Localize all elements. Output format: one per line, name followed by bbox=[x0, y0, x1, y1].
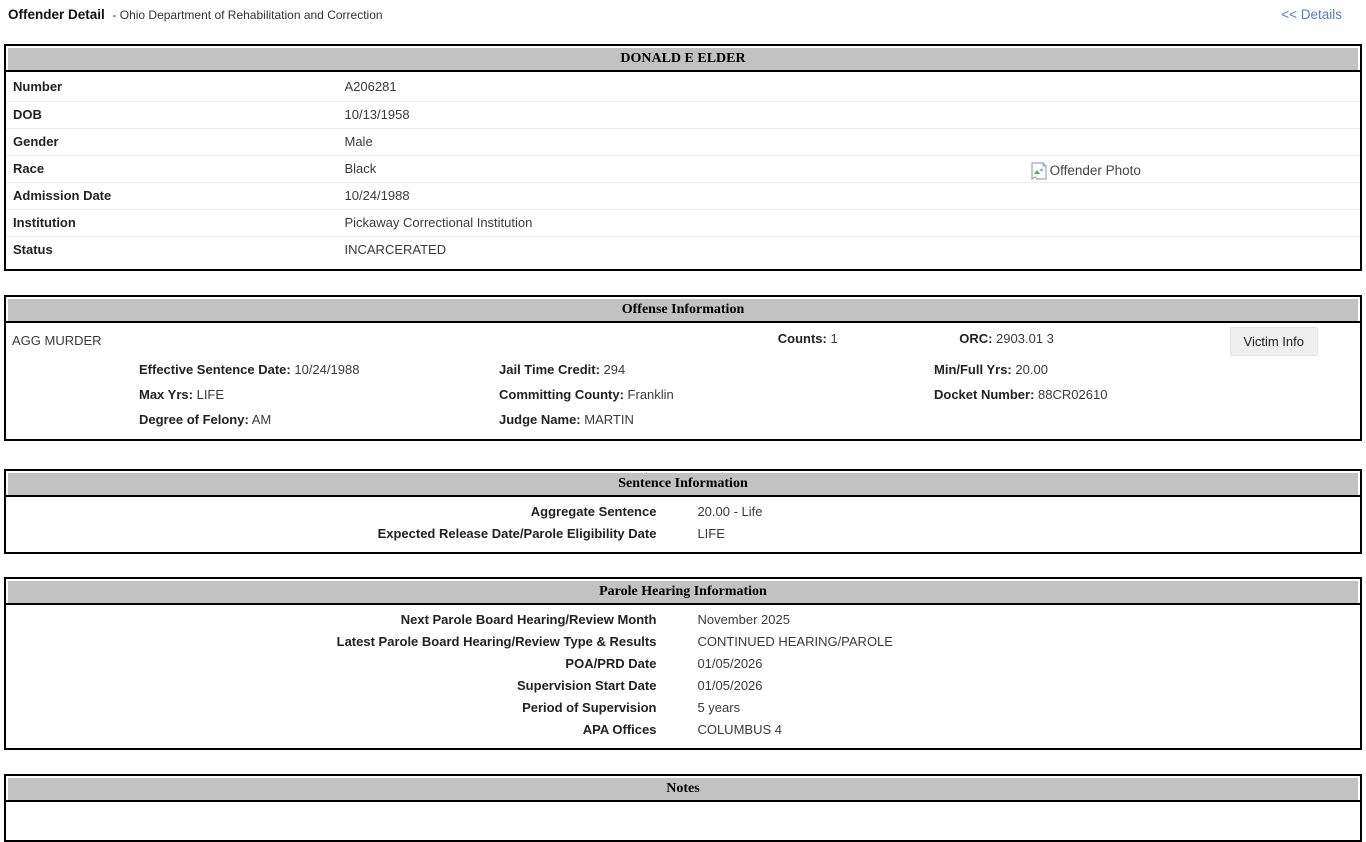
supervision-start-date-label: Supervision Start Date bbox=[517, 678, 657, 693]
sentence-information-section bbox=[4, 469, 1362, 554]
offense-information-body bbox=[6, 321, 1360, 427]
offender-photo-placeholder bbox=[1030, 162, 1141, 180]
field-label-gender: Gender bbox=[13, 134, 59, 149]
latest-hearing-results-label: Latest Parole Board Hearing/Review Type & Results bbox=[336, 634, 657, 649]
parole-hearing-section bbox=[4, 577, 1362, 750]
apa-offices-value: COLUMBUS 4 bbox=[697, 722, 782, 737]
offense-detail-cell: Committing County: Franklin bbox=[499, 387, 674, 402]
page-header bbox=[4, 5, 1362, 44]
poa-prd-date-label: POA/PRD Date bbox=[565, 656, 657, 671]
notes-section bbox=[4, 774, 1362, 842]
next-hearing-month-label: Next Parole Board Hearing/Review Month bbox=[400, 612, 657, 627]
offense-name: AGG MURDER bbox=[12, 333, 102, 348]
offender-photo-alt-text: Offender Photo bbox=[1049, 163, 1141, 178]
period-of-supervision-label: Period of Supervision bbox=[522, 700, 657, 715]
table-row bbox=[6, 653, 1360, 675]
page-title: Offender Detail bbox=[8, 7, 105, 22]
field-value-dob: 10/13/1958 bbox=[344, 107, 410, 122]
offender-summary-section bbox=[4, 44, 1362, 271]
latest-hearing-results-value: CONTINUED HEARING/PAROLE bbox=[697, 634, 893, 649]
field-label-admission-date: Admission Date bbox=[13, 188, 112, 203]
next-hearing-month-value: November 2025 bbox=[697, 612, 790, 627]
table-row bbox=[6, 74, 1360, 101]
offense-detail-cell: Docket Number: 88CR02610 bbox=[934, 387, 1108, 402]
table-row bbox=[6, 101, 1360, 128]
field-value-institution: Pickaway Correctional Institution bbox=[344, 215, 533, 230]
offender-summary-body bbox=[6, 70, 1360, 269]
table-row bbox=[6, 523, 1360, 545]
table-row bbox=[6, 128, 1360, 155]
notes-header: Notes bbox=[8, 778, 1358, 800]
field-label-institution: Institution bbox=[13, 215, 76, 230]
offender-name-header: DONALD E ELDER bbox=[8, 48, 1358, 70]
offense-counts bbox=[778, 331, 838, 346]
table-row bbox=[6, 236, 1360, 263]
expected-release-label: Expected Release Date/Parole Eligibility Date bbox=[377, 526, 657, 541]
page-subtitle: - Ohio Department of Rehabilitation and Correction bbox=[112, 8, 383, 22]
table-row bbox=[6, 182, 1360, 209]
field-value-gender: Male bbox=[344, 134, 373, 149]
offense-detail-cell: Judge Name: MARTIN bbox=[499, 412, 634, 427]
notes-body bbox=[6, 800, 1360, 840]
table-row bbox=[6, 501, 1360, 523]
details-back-link[interactable]: << Details bbox=[1281, 7, 1342, 22]
field-label-number: Number bbox=[13, 79, 63, 94]
broken-image-icon bbox=[1030, 162, 1048, 180]
offense-detail-cell: Jail Time Credit: 294 bbox=[499, 362, 626, 377]
orc-label: ORC: bbox=[959, 331, 993, 346]
table-row bbox=[6, 209, 1360, 236]
aggregate-sentence-value: 20.00 - Life bbox=[697, 504, 763, 519]
offense-detail-cell-empty bbox=[934, 413, 1360, 427]
supervision-start-date-value: 01/05/2026 bbox=[697, 678, 763, 693]
offense-detail-cell: Max Yrs: LIFE bbox=[139, 387, 225, 402]
parole-hearing-body bbox=[6, 603, 1360, 748]
field-label-race: Race bbox=[13, 161, 45, 176]
field-label-status: Status bbox=[13, 242, 53, 257]
victim-info-button[interactable]: Victim Info bbox=[1230, 327, 1318, 356]
offense-detail-cell: Degree of Felony: AM bbox=[139, 412, 272, 427]
offense-information-header: Offense Information bbox=[8, 299, 1358, 321]
counts-label: Counts: bbox=[777, 331, 827, 346]
offense-information-section bbox=[4, 295, 1362, 441]
offense-detail-cell: Effective Sentence Date: 10/24/1988 bbox=[139, 362, 360, 377]
field-value-admission-date: 10/24/1988 bbox=[344, 188, 410, 203]
aggregate-sentence-label: Aggregate Sentence bbox=[530, 504, 657, 519]
parole-hearing-header: Parole Hearing Information bbox=[8, 581, 1358, 603]
offense-orc bbox=[959, 331, 1054, 346]
table-row bbox=[6, 609, 1360, 631]
counts-value: 1 bbox=[830, 331, 838, 346]
expected-release-value: LIFE bbox=[697, 526, 725, 541]
field-value-number: A206281 bbox=[344, 79, 397, 94]
table-row bbox=[6, 155, 1360, 182]
offense-detail-cell: Min/Full Yrs: 20.00 bbox=[934, 362, 1048, 377]
poa-prd-date-value: 01/05/2026 bbox=[697, 656, 763, 671]
orc-value: 2903.01 3 bbox=[996, 331, 1054, 346]
field-value-race: Black bbox=[344, 161, 377, 176]
table-row bbox=[6, 675, 1360, 697]
field-label-dob: DOB bbox=[13, 107, 42, 122]
table-row bbox=[6, 719, 1360, 741]
table-row bbox=[6, 631, 1360, 653]
apa-offices-label: APA Offices bbox=[582, 722, 657, 737]
table-row bbox=[6, 697, 1360, 719]
sentence-information-body bbox=[6, 495, 1360, 552]
period-of-supervision-value: 5 years bbox=[697, 700, 741, 715]
field-value-status: INCARCERATED bbox=[344, 242, 447, 257]
sentence-information-header: Sentence Information bbox=[8, 473, 1358, 495]
offense-summary-row bbox=[6, 323, 1360, 359]
offense-details-grid bbox=[139, 363, 1360, 427]
